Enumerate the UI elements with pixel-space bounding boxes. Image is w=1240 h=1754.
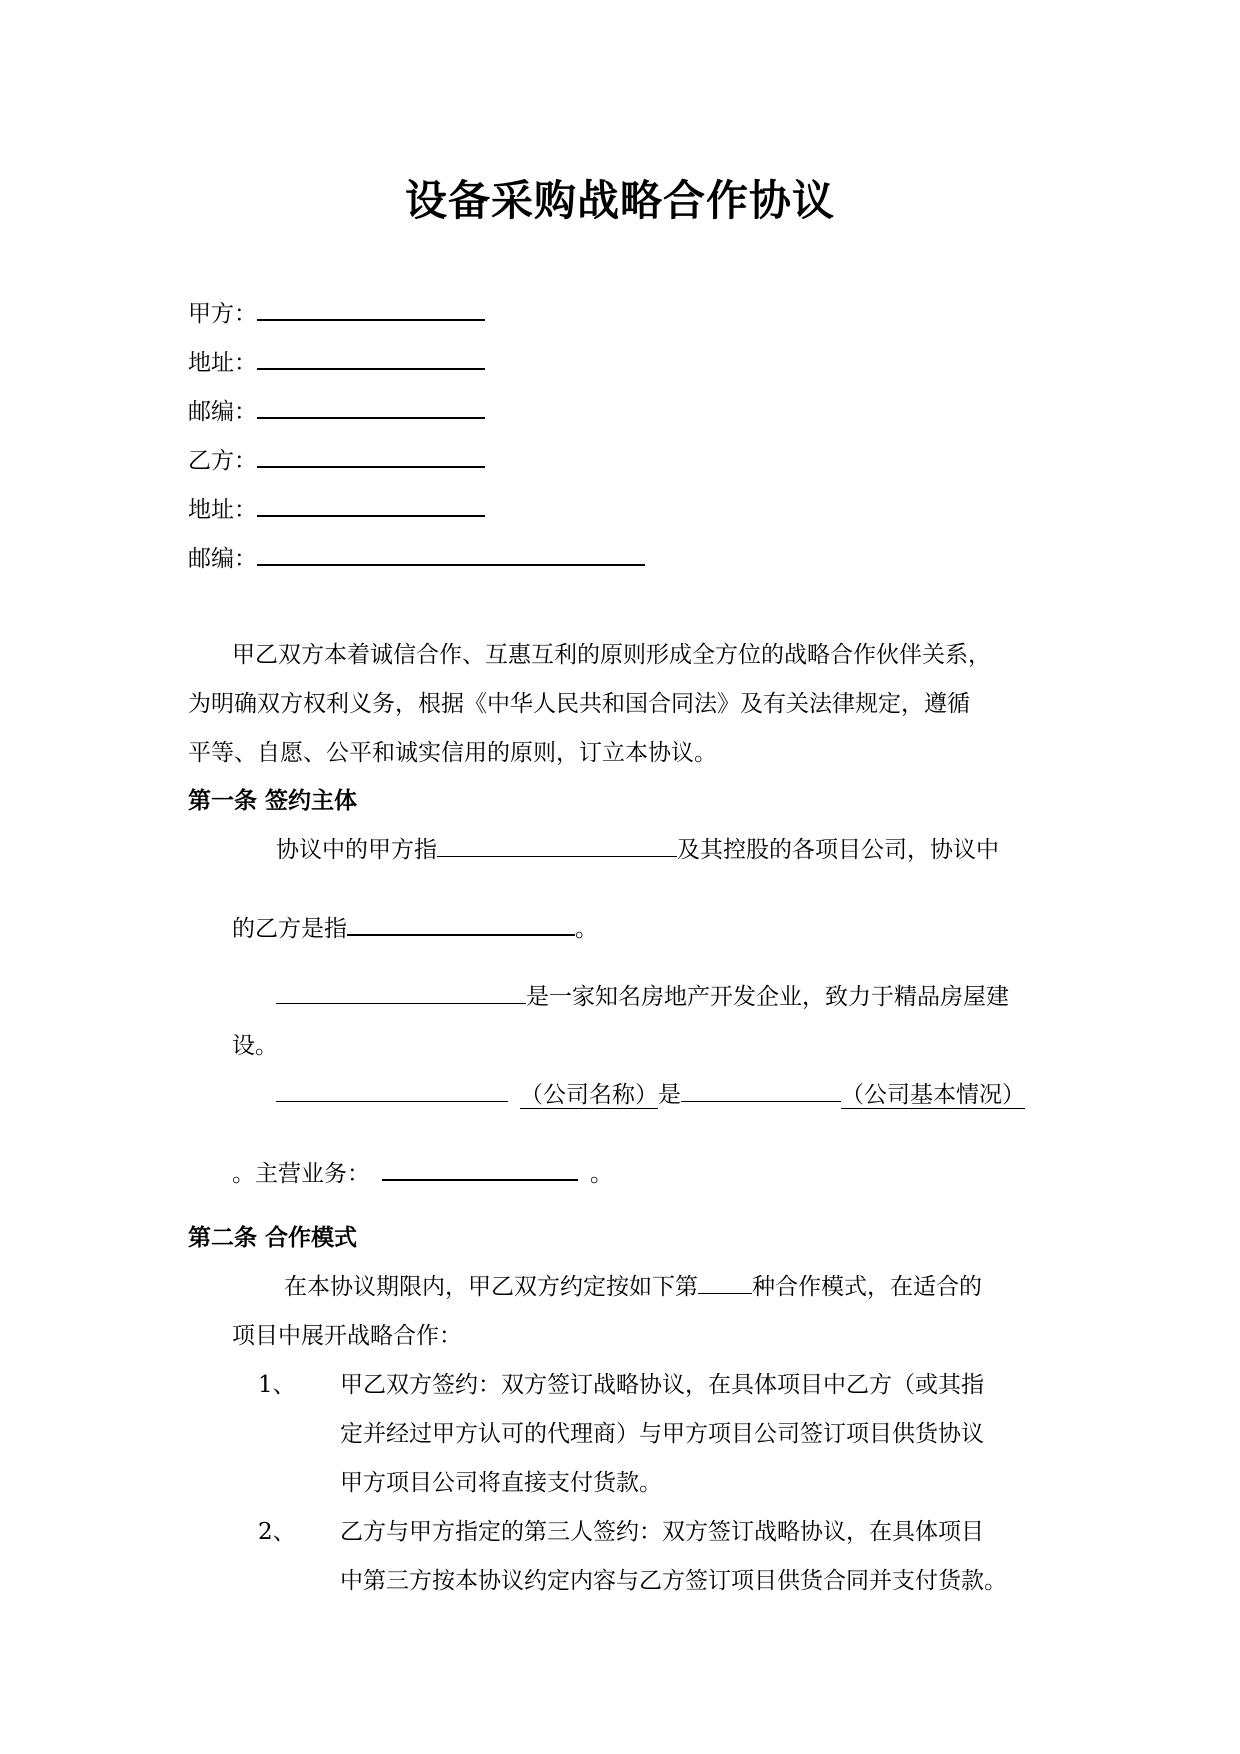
article-1-para-5 — [232, 1155, 613, 1188]
article-2-para-1-cont: 项目中展开战略合作： — [232, 1323, 462, 1349]
party-b-name-blank[interactable] — [347, 912, 575, 936]
party-b-address-label: 地址： — [188, 497, 257, 523]
party-a-postcode-blank[interactable] — [257, 395, 485, 419]
item-2-line-1: 乙方与甲方指定的第三人签约：双方签订战略协议，在具体项目 — [340, 1519, 984, 1545]
article-1-para-1-text-a: 协议中的甲方指 — [276, 837, 437, 863]
cooperation-mode-blank[interactable] — [698, 1271, 752, 1294]
article-1-para-3 — [276, 978, 1009, 1011]
party-b-field — [188, 442, 485, 475]
company-name-hint: （公司名称） — [520, 1082, 658, 1108]
preamble-line-1: 甲乙双方本着诚信合作、互惠互利的原则形成全方位的战略合作伙伴关系， — [232, 642, 991, 668]
party-a-name-blank[interactable] — [437, 834, 677, 857]
party-a-blank[interactable] — [257, 297, 485, 321]
article-2-heading: 第二条 合作模式 — [188, 1225, 358, 1251]
article-1-para-1 — [276, 831, 999, 864]
party-a-address-label: 地址： — [188, 350, 257, 376]
item-2-line-2: 中第三方按本协议约定内容与乙方签订项目供货合同并支付货款。 — [340, 1568, 1007, 1594]
party-b-postcode-label: 邮编： — [188, 546, 257, 572]
article-1-para-4 — [276, 1076, 1025, 1109]
company-name-blank[interactable] — [276, 981, 526, 1004]
item-1-line-2: 定并经过甲方认可的代理商）与甲方项目公司签订项目供货协议 — [340, 1421, 984, 1447]
party-a-postcode-label: 邮编： — [188, 399, 257, 425]
party-b-label: 乙方： — [188, 448, 257, 474]
party-b-postcode-field — [188, 540, 645, 573]
company-name-blank-2[interactable] — [276, 1079, 508, 1102]
main-business-blank[interactable] — [382, 1157, 578, 1181]
company-info-hint: （公司基本情况） — [841, 1082, 1025, 1108]
document-title: 设备采购战略合作协议 — [404, 176, 835, 225]
preamble-line-3: 平等、自愿、公平和诚实信用的原则，订立本协议。 — [188, 740, 717, 766]
party-b-address-blank[interactable] — [257, 493, 485, 517]
article-1-heading: 第一条 签约主体 — [188, 788, 358, 814]
item-1-line-3: 甲方项目公司将直接支付货款。 — [340, 1470, 662, 1496]
company-info-blank[interactable] — [681, 1079, 841, 1102]
item-1-line-1: 甲乙双方签约：双方签订战略协议，在具体项目中乙方（或其指 — [340, 1372, 984, 1398]
article-2-para-1 — [284, 1268, 982, 1301]
party-a-address-blank[interactable] — [257, 346, 485, 370]
article-1-para-1-text-b: 及其控股的各项目公司，协议中 — [677, 837, 999, 863]
article-1-para-2 — [232, 910, 598, 943]
article-1-para-4-is: 是 — [658, 1082, 681, 1108]
article-1-para-2-text-a: 的乙方是指 — [232, 916, 347, 942]
party-b-blank[interactable] — [257, 444, 485, 468]
party-b-postcode-blank[interactable] — [257, 542, 645, 566]
article-1-para-3-text: 是一家知名房地产开发企业，致力于精品房屋建 — [526, 984, 1009, 1010]
main-business-label: 。主营业务： — [232, 1161, 370, 1187]
item-1-number: 1、 — [258, 1372, 296, 1398]
article-2-para-1-text-a: 在本协议期限内，甲乙双方约定按如下第 — [284, 1274, 698, 1300]
party-a-address-field — [188, 344, 485, 377]
party-a-postcode-field — [188, 393, 485, 426]
article-1-para-3-cont: 设。 — [232, 1033, 278, 1059]
preamble-line-2: 为明确双方权利义务，根据《中华人民共和国合同法》及有关法律规定，遵循 — [188, 691, 970, 717]
party-b-address-field — [188, 491, 485, 524]
main-business-end: 。 — [590, 1161, 613, 1187]
party-a-label: 甲方： — [188, 301, 257, 327]
article-2-para-1-text-b: 种合作模式，在适合的 — [752, 1274, 982, 1300]
article-1-para-2-text-b: 。 — [575, 916, 598, 942]
party-a-field — [188, 295, 485, 328]
item-2-number: 2、 — [258, 1519, 296, 1545]
